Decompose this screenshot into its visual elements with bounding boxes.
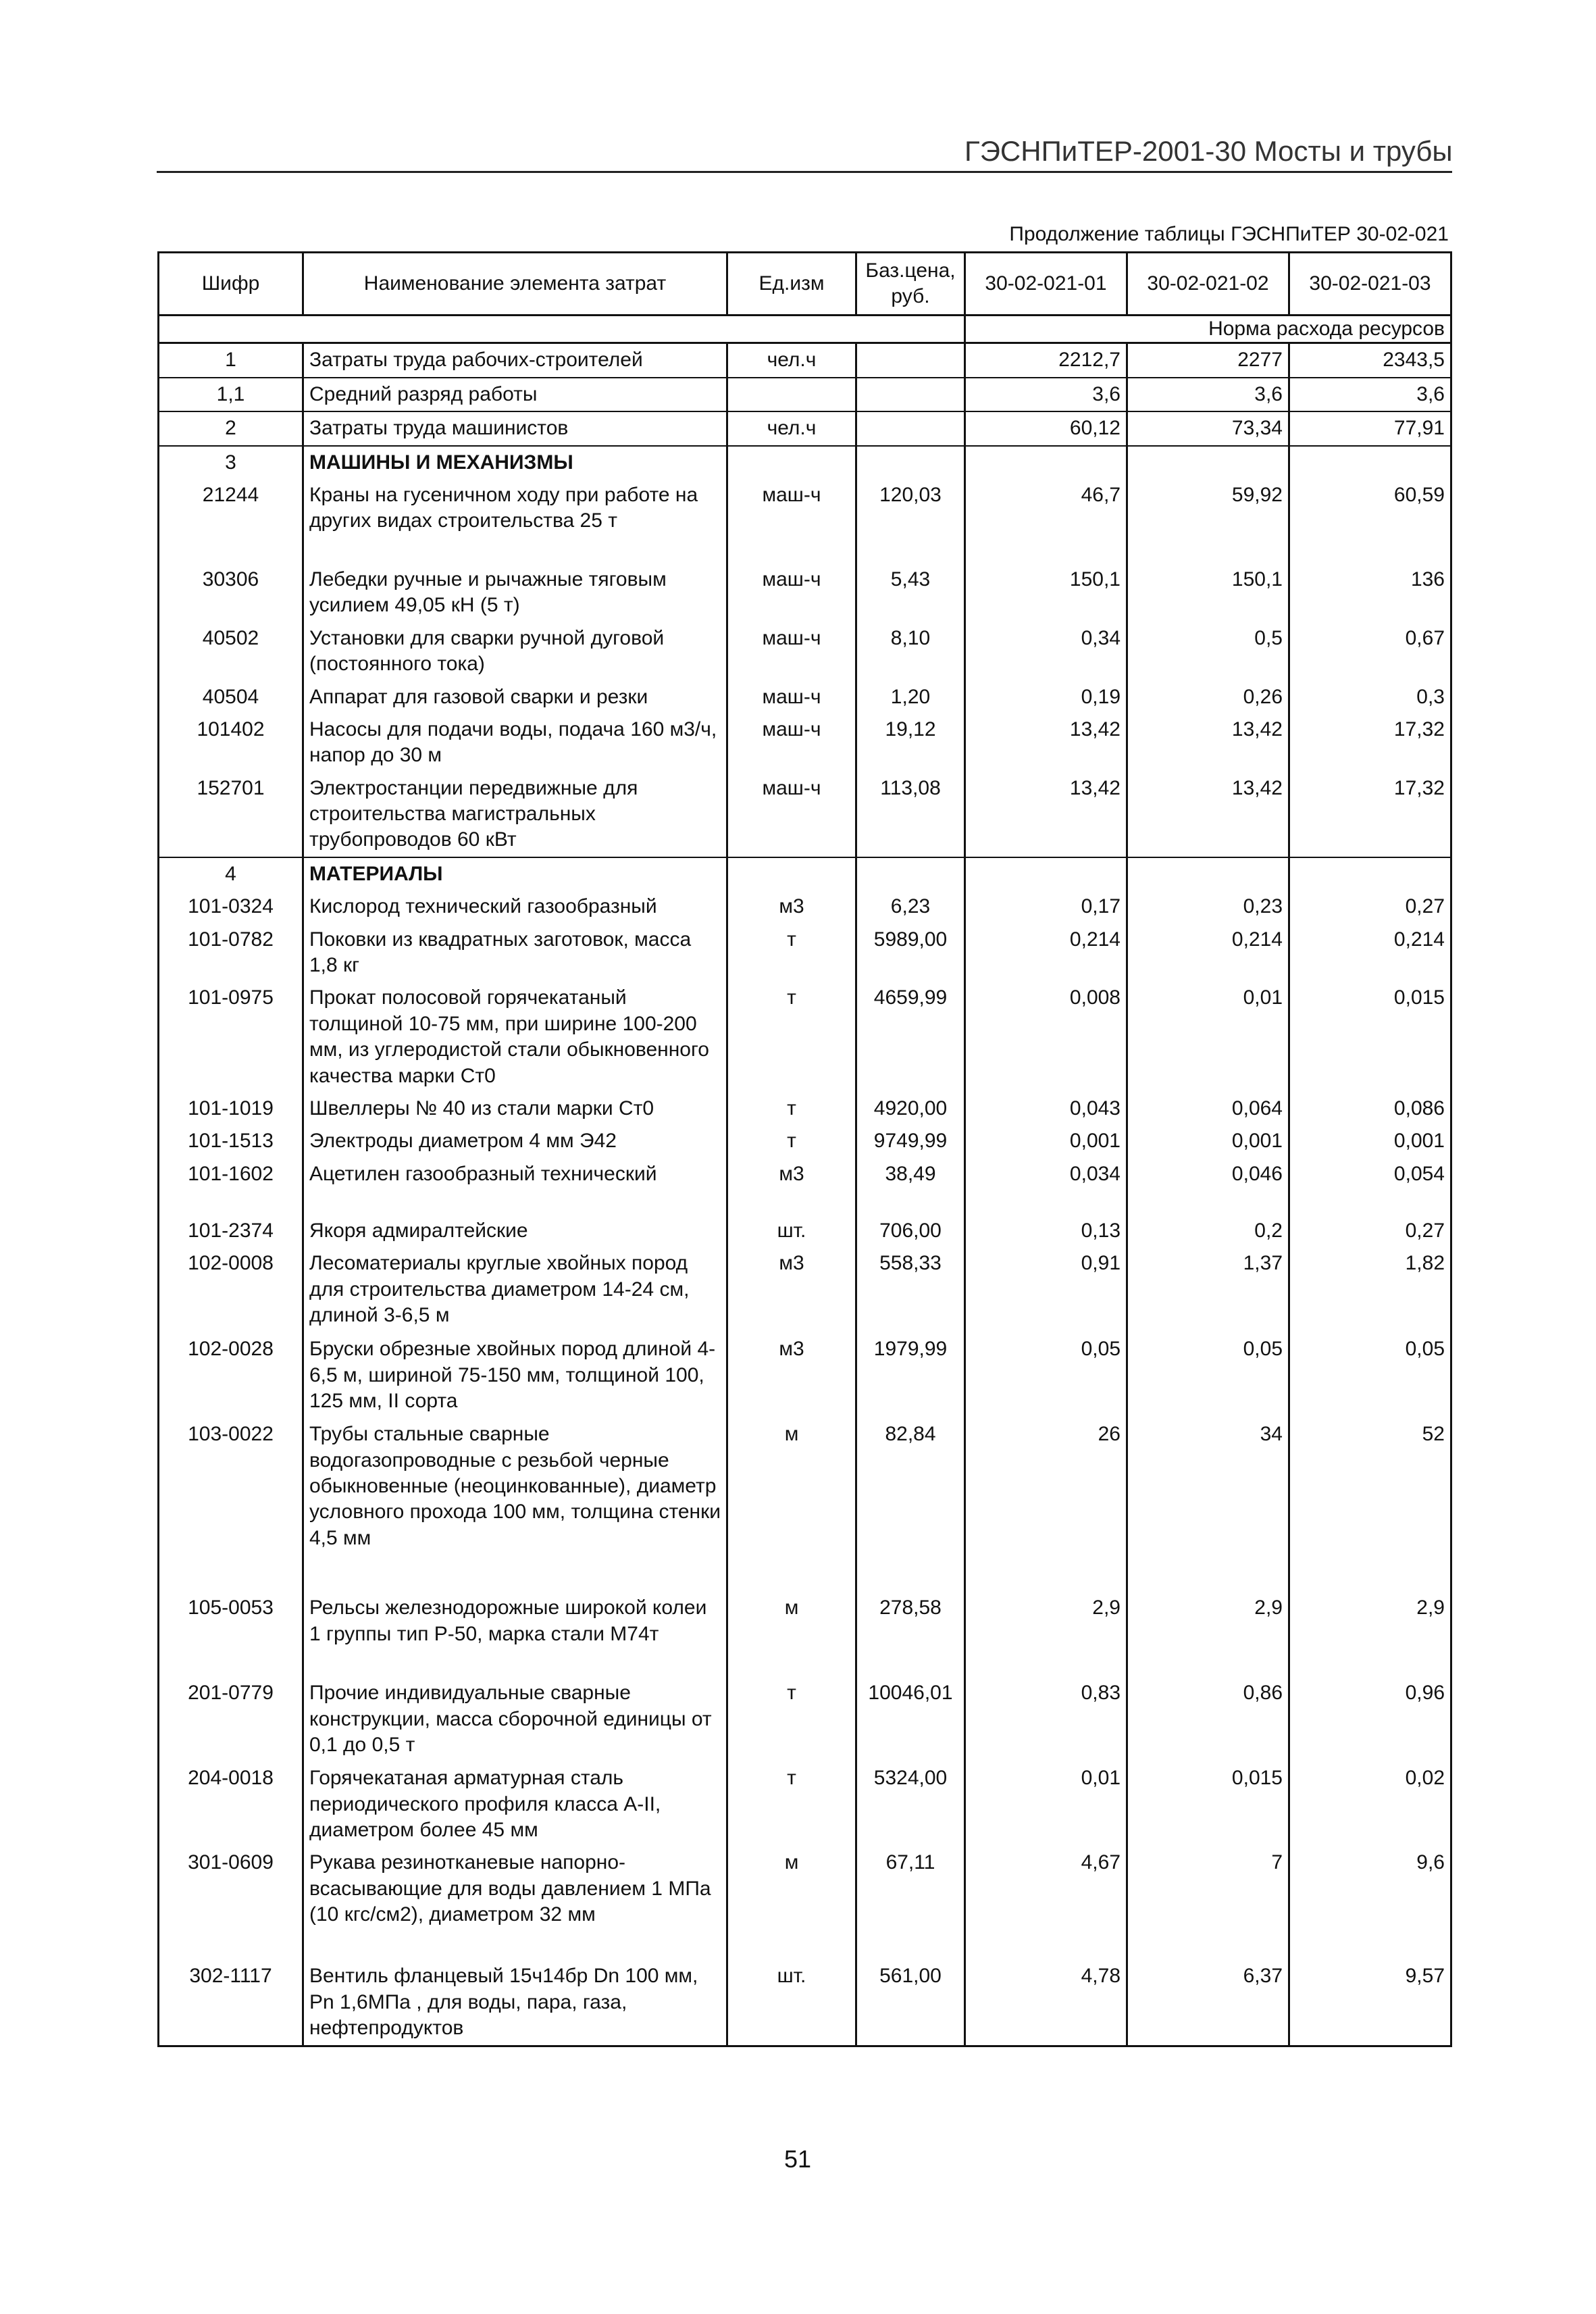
cell-value-30-02-021-03: 0,67 bbox=[1289, 622, 1451, 681]
cell-price: 67,11 bbox=[856, 1846, 965, 1960]
cell-value-30-02-021-01: 46,7 bbox=[965, 479, 1127, 563]
cell-value-30-02-021-02: 0,015 bbox=[1127, 1762, 1289, 1846]
cell-value-30-02-021-01: 0,008 bbox=[965, 982, 1127, 1092]
cell-price: 10046,01 bbox=[856, 1677, 965, 1762]
cell-code: 101-1513 bbox=[159, 1125, 303, 1157]
table-row bbox=[159, 857, 1451, 890]
cell-value-30-02-021-03: 0,015 bbox=[1289, 982, 1451, 1092]
cell-name: Прочие индивидуальные сварные конструкции, масса сборочной единицы от 0,1 до 0,5 т bbox=[303, 1677, 727, 1762]
cell-unit: маш-ч bbox=[727, 681, 856, 713]
cell-value-30-02-021-01: 0,91 bbox=[965, 1247, 1127, 1333]
cell-price bbox=[856, 857, 965, 890]
cell-value-30-02-021-03: 52 bbox=[1289, 1418, 1451, 1592]
cell-code: 4 bbox=[159, 857, 303, 890]
cell-name: Насосы для подачи воды, подача 160 м3/ч, напор до 30 м bbox=[303, 713, 727, 772]
cell-code: 103-0022 bbox=[159, 1418, 303, 1592]
cell-value-30-02-021-02: 0,5 bbox=[1127, 622, 1289, 681]
table-row bbox=[159, 1125, 1451, 1157]
cell-value-30-02-021-02: 0,001 bbox=[1127, 1125, 1289, 1157]
cell-value-30-02-021-01: 4,67 bbox=[965, 1846, 1127, 1960]
cell-name: Электроды диаметром 4 мм Э42 bbox=[303, 1125, 727, 1157]
cell-name: Ацетилен газообразный технический bbox=[303, 1158, 727, 1215]
header-rule bbox=[157, 171, 1452, 173]
cell-price: 4659,99 bbox=[856, 982, 965, 1092]
cell-code: 302-1117 bbox=[159, 1960, 303, 2046]
cell-code: 101402 bbox=[159, 713, 303, 772]
cell-code: 40504 bbox=[159, 681, 303, 713]
cell-price: 5989,00 bbox=[856, 924, 965, 982]
cell-price: 8,10 bbox=[856, 622, 965, 681]
page-header: ГЭСНПиТЕР-2001-30 Мосты и трубы bbox=[964, 135, 1453, 167]
cell-value-30-02-021-01: 60,12 bbox=[965, 411, 1127, 445]
cell-unit: м3 bbox=[727, 890, 856, 923]
cell-price bbox=[856, 343, 965, 378]
cell-code: 1,1 bbox=[159, 378, 303, 411]
cell-unit: м3 bbox=[727, 1247, 856, 1333]
table-row bbox=[159, 1960, 1451, 2046]
table-row bbox=[159, 890, 1451, 923]
table-row bbox=[159, 1333, 1451, 1418]
table-row bbox=[159, 446, 1451, 479]
cell-unit: м bbox=[727, 1592, 856, 1677]
cell-name: Лесоматериалы круглые хвойных пород для строительства диаметром 14-24 см, длиной 3-6,5 м bbox=[303, 1247, 727, 1333]
cell-value-30-02-021-03: 0,086 bbox=[1289, 1092, 1451, 1125]
cell-value-30-02-021-01: 2212,7 bbox=[965, 343, 1127, 378]
cell-value-30-02-021-03: 0,02 bbox=[1289, 1762, 1451, 1846]
table-row bbox=[159, 1215, 1451, 1247]
header-col2: 30-02-021-02 bbox=[1127, 253, 1289, 316]
cell-code: 152701 bbox=[159, 772, 303, 857]
cell-value-30-02-021-02: 0,01 bbox=[1127, 982, 1289, 1092]
cell-price: 9749,99 bbox=[856, 1125, 965, 1157]
cell-value-30-02-021-03: 17,32 bbox=[1289, 772, 1451, 857]
table-continuation-caption: Продолжение таблицы ГЭСНПиТЕР 30-02-021 bbox=[1009, 223, 1449, 245]
cell-value-30-02-021-01 bbox=[965, 857, 1127, 890]
cell-value-30-02-021-02: 1,37 bbox=[1127, 1247, 1289, 1333]
cell-price bbox=[856, 446, 965, 479]
cell-value-30-02-021-02: 13,42 bbox=[1127, 772, 1289, 857]
cell-value-30-02-021-02: 0,86 bbox=[1127, 1677, 1289, 1762]
cell-name: Прокат полосовой горячекатаный толщиной 10-75 мм, при ширине 100-200 мм, из углеродистой стали обыкновенного качества марки Ст0 bbox=[303, 982, 727, 1092]
cell-code: 101-1019 bbox=[159, 1092, 303, 1125]
cell-price: 278,58 bbox=[856, 1592, 965, 1677]
cell-unit: т bbox=[727, 1125, 856, 1157]
cell-name: МАТЕРИАЛЫ bbox=[303, 857, 727, 890]
cell-unit: шт. bbox=[727, 1215, 856, 1247]
cell-name: Установки для сварки ручной дуговой (постоянного тока) bbox=[303, 622, 727, 681]
table-body bbox=[159, 343, 1451, 2046]
cell-unit: маш-ч bbox=[727, 772, 856, 857]
cell-unit: т bbox=[727, 1762, 856, 1846]
cell-price: 1,20 bbox=[856, 681, 965, 713]
cell-value-30-02-021-01: 0,001 bbox=[965, 1125, 1127, 1157]
cell-code: 101-0782 bbox=[159, 924, 303, 982]
cell-value-30-02-021-01: 13,42 bbox=[965, 713, 1127, 772]
cell-price: 4920,00 bbox=[856, 1092, 965, 1125]
cell-name: Якоря адмиралтейские bbox=[303, 1215, 727, 1247]
cell-code: 101-0975 bbox=[159, 982, 303, 1092]
cell-unit: т bbox=[727, 1677, 856, 1762]
cell-unit: т bbox=[727, 982, 856, 1092]
cell-unit: шт. bbox=[727, 1960, 856, 2046]
cell-price: 5324,00 bbox=[856, 1762, 965, 1846]
cell-name: Средний разряд работы bbox=[303, 378, 727, 411]
cell-code: 204-0018 bbox=[159, 1762, 303, 1846]
cell-code: 105-0053 bbox=[159, 1592, 303, 1677]
cell-value-30-02-021-03: 2,9 bbox=[1289, 1592, 1451, 1677]
cell-price bbox=[856, 378, 965, 411]
table-row bbox=[159, 1418, 1451, 1592]
cell-code: 101-1602 bbox=[159, 1158, 303, 1215]
cell-value-30-02-021-03 bbox=[1289, 857, 1451, 890]
cell-value-30-02-021-01: 0,214 bbox=[965, 924, 1127, 982]
cell-value-30-02-021-01: 2,9 bbox=[965, 1592, 1127, 1677]
table-row bbox=[159, 1677, 1451, 1762]
cell-value-30-02-021-02: 0,046 bbox=[1127, 1158, 1289, 1215]
cell-unit: м3 bbox=[727, 1158, 856, 1215]
cell-value-30-02-021-01: 26 bbox=[965, 1418, 1127, 1592]
cell-value-30-02-021-02: 2277 bbox=[1127, 343, 1289, 378]
cell-value-30-02-021-03: 0,054 bbox=[1289, 1158, 1451, 1215]
cell-unit: маш-ч bbox=[727, 713, 856, 772]
cell-name: Поковки из квадратных заготовок, масса 1,8 кг bbox=[303, 924, 727, 982]
table-row bbox=[159, 1846, 1451, 1960]
table-row bbox=[159, 713, 1451, 772]
cell-price: 558,33 bbox=[856, 1247, 965, 1333]
header-col1: 30-02-021-01 bbox=[965, 253, 1127, 316]
cell-value-30-02-021-03: 0,05 bbox=[1289, 1333, 1451, 1418]
cell-name: МАШИНЫ И МЕХАНИЗМЫ bbox=[303, 446, 727, 479]
cell-value-30-02-021-02: 73,34 bbox=[1127, 411, 1289, 445]
cell-value-30-02-021-03: 2343,5 bbox=[1289, 343, 1451, 378]
cell-price: 113,08 bbox=[856, 772, 965, 857]
table-row bbox=[159, 563, 1451, 622]
cell-value-30-02-021-02: 0,064 bbox=[1127, 1092, 1289, 1125]
table-row bbox=[159, 1762, 1451, 1846]
cell-value-30-02-021-01: 13,42 bbox=[965, 772, 1127, 857]
cell-unit: м3 bbox=[727, 1333, 856, 1418]
norma-spacer bbox=[159, 316, 965, 343]
cell-value-30-02-021-03: 9,6 bbox=[1289, 1846, 1451, 1960]
cell-value-30-02-021-03: 0,27 bbox=[1289, 890, 1451, 923]
cell-code: 102-0008 bbox=[159, 1247, 303, 1333]
cell-value-30-02-021-02: 0,05 bbox=[1127, 1333, 1289, 1418]
cell-unit: маш-ч bbox=[727, 563, 856, 622]
table-row bbox=[159, 924, 1451, 982]
cell-name: Затраты труда машинистов bbox=[303, 411, 727, 445]
cell-value-30-02-021-03: 0,001 bbox=[1289, 1125, 1451, 1157]
cell-unit: т bbox=[727, 1092, 856, 1125]
cell-code: 3 bbox=[159, 446, 303, 479]
header-unit: Ед.изм bbox=[727, 253, 856, 316]
cell-code: 2 bbox=[159, 411, 303, 445]
cell-name: Горячекатаная арматурная сталь периодического профиля класса А-II, диаметром более 45 мм bbox=[303, 1762, 727, 1846]
cell-unit bbox=[727, 446, 856, 479]
cell-value-30-02-021-02 bbox=[1127, 446, 1289, 479]
cell-value-30-02-021-02: 34 bbox=[1127, 1418, 1289, 1592]
table-row bbox=[159, 772, 1451, 857]
cell-value-30-02-021-02: 3,6 bbox=[1127, 378, 1289, 411]
cell-value-30-02-021-03: 136 bbox=[1289, 563, 1451, 622]
header-price: Баз.цена, руб. bbox=[856, 253, 965, 316]
cell-price: 19,12 bbox=[856, 713, 965, 772]
cell-price: 1979,99 bbox=[856, 1333, 965, 1418]
cell-code: 21244 bbox=[159, 479, 303, 563]
cell-name: Краны на гусеничном ходу при работе на других видах строительства 25 т bbox=[303, 479, 727, 563]
resource-norms-table bbox=[157, 251, 1452, 2047]
cell-unit: маш-ч bbox=[727, 622, 856, 681]
cell-value-30-02-021-03: 60,59 bbox=[1289, 479, 1451, 563]
table-row bbox=[159, 1158, 1451, 1215]
cell-name: Кислород технический газообразный bbox=[303, 890, 727, 923]
cell-value-30-02-021-01: 0,17 bbox=[965, 890, 1127, 923]
cell-value-30-02-021-01: 0,34 bbox=[965, 622, 1127, 681]
cell-unit: м bbox=[727, 1846, 856, 1960]
cell-name: Лебедки ручные и рычажные тяговым усилием 49,05 кН (5 т) bbox=[303, 563, 727, 622]
table-row bbox=[159, 1592, 1451, 1677]
cell-value-30-02-021-03: 3,6 bbox=[1289, 378, 1451, 411]
table-row bbox=[159, 982, 1451, 1092]
cell-value-30-02-021-02: 150,1 bbox=[1127, 563, 1289, 622]
cell-value-30-02-021-01: 0,05 bbox=[965, 1333, 1127, 1418]
cell-value-30-02-021-02: 0,214 bbox=[1127, 924, 1289, 982]
cell-value-30-02-021-03: 17,32 bbox=[1289, 713, 1451, 772]
cell-value-30-02-021-01: 0,13 bbox=[965, 1215, 1127, 1247]
cell-name: Трубы стальные сварные водогазопроводные с резьбой черные обыкновенные (неоцинкованные), диаметр условного прохода 100 мм, толщина стенки 4,5 мм bbox=[303, 1418, 727, 1592]
cell-value-30-02-021-02: 6,37 bbox=[1127, 1960, 1289, 2046]
cell-name: Бруски обрезные хвойных пород длиной 4-6,5 м, шириной 75-150 мм, толщиной 100, 125 мм, II сорта bbox=[303, 1333, 727, 1418]
cell-code: 30306 bbox=[159, 563, 303, 622]
cell-name: Электростанции передвижные для строительства магистральных трубопроводов 60 кВт bbox=[303, 772, 727, 857]
cell-unit: чел.ч bbox=[727, 343, 856, 378]
cell-price bbox=[856, 411, 965, 445]
cell-unit bbox=[727, 378, 856, 411]
cell-value-30-02-021-02: 2,9 bbox=[1127, 1592, 1289, 1677]
cell-code: 201-0779 bbox=[159, 1677, 303, 1762]
header-name: Наименование элемента затрат bbox=[303, 253, 727, 316]
cell-value-30-02-021-03: 0,27 bbox=[1289, 1215, 1451, 1247]
header-col3: 30-02-021-03 bbox=[1289, 253, 1451, 316]
cell-price: 5,43 bbox=[856, 563, 965, 622]
cell-value-30-02-021-02: 13,42 bbox=[1127, 713, 1289, 772]
cell-name: Вентиль фланцевый 15ч14бр Dn 100 мм, Pn 1,6МПа , для воды, пара, газа, нефтепродуктов bbox=[303, 1960, 727, 2046]
cell-price: 6,23 bbox=[856, 890, 965, 923]
table-row bbox=[159, 681, 1451, 713]
cell-price: 706,00 bbox=[856, 1215, 965, 1247]
cell-unit: т bbox=[727, 924, 856, 982]
cell-code: 301-0609 bbox=[159, 1846, 303, 1960]
cell-name: Рельсы железнодорожные широкой колеи 1 группы тип Р-50, марка стали М74т bbox=[303, 1592, 727, 1677]
cell-code: 101-2374 bbox=[159, 1215, 303, 1247]
table-row bbox=[159, 343, 1451, 378]
table-row bbox=[159, 479, 1451, 563]
cell-price: 120,03 bbox=[856, 479, 965, 563]
cell-value-30-02-021-03: 77,91 bbox=[1289, 411, 1451, 445]
cell-unit bbox=[727, 857, 856, 890]
table-row bbox=[159, 622, 1451, 681]
cell-value-30-02-021-01: 0,19 bbox=[965, 681, 1127, 713]
cell-name: Швеллеры № 40 из стали марки Ст0 bbox=[303, 1092, 727, 1125]
cell-value-30-02-021-02: 7 bbox=[1127, 1846, 1289, 1960]
table-row bbox=[159, 378, 1451, 411]
cell-value-30-02-021-01: 0,01 bbox=[965, 1762, 1127, 1846]
cell-unit: маш-ч bbox=[727, 479, 856, 563]
header-code: Шифр bbox=[159, 253, 303, 316]
cell-value-30-02-021-03: 9,57 bbox=[1289, 1960, 1451, 2046]
cell-value-30-02-021-01: 0,034 bbox=[965, 1158, 1127, 1215]
cell-name: Аппарат для газовой сварки и резки bbox=[303, 681, 727, 713]
table-row bbox=[159, 1092, 1451, 1125]
table-row bbox=[159, 411, 1451, 445]
table-header-row bbox=[159, 253, 1451, 316]
cell-value-30-02-021-01: 0,83 bbox=[965, 1677, 1127, 1762]
cell-name: Затраты труда рабочих-строителей bbox=[303, 343, 727, 378]
cell-value-30-02-021-03: 0,214 bbox=[1289, 924, 1451, 982]
cell-value-30-02-021-01 bbox=[965, 446, 1127, 479]
cell-value-30-02-021-03: 1,82 bbox=[1289, 1247, 1451, 1333]
cell-value-30-02-021-02: 0,2 bbox=[1127, 1215, 1289, 1247]
cell-unit: чел.ч bbox=[727, 411, 856, 445]
norma-row bbox=[159, 316, 1451, 343]
cell-value-30-02-021-02 bbox=[1127, 857, 1289, 890]
page-number: 51 bbox=[783, 2145, 812, 2173]
cell-value-30-02-021-01: 0,043 bbox=[965, 1092, 1127, 1125]
cell-price: 82,84 bbox=[856, 1418, 965, 1592]
cell-value-30-02-021-01: 3,6 bbox=[965, 378, 1127, 411]
cell-price: 38,49 bbox=[856, 1158, 965, 1215]
cell-code: 40502 bbox=[159, 622, 303, 681]
cell-value-30-02-021-01: 150,1 bbox=[965, 563, 1127, 622]
cell-code: 102-0028 bbox=[159, 1333, 303, 1418]
cell-value-30-02-021-03: 0,96 bbox=[1289, 1677, 1451, 1762]
cell-name: Рукава резинотканевые напорно-всасывающие для воды давлением 1 МПа (10 кгс/см2), диаметром 32 мм bbox=[303, 1846, 727, 1960]
cell-unit: м bbox=[727, 1418, 856, 1592]
cell-price: 561,00 bbox=[856, 1960, 965, 2046]
cell-code: 101-0324 bbox=[159, 890, 303, 923]
cell-value-30-02-021-02: 0,23 bbox=[1127, 890, 1289, 923]
norma-label: Норма расхода ресурсов bbox=[965, 316, 1451, 343]
cell-value-30-02-021-03 bbox=[1289, 446, 1451, 479]
table-row bbox=[159, 1247, 1451, 1333]
cell-value-30-02-021-01: 4,78 bbox=[965, 1960, 1127, 2046]
cell-value-30-02-021-03: 0,3 bbox=[1289, 681, 1451, 713]
cell-value-30-02-021-02: 59,92 bbox=[1127, 479, 1289, 563]
cell-code: 1 bbox=[159, 343, 303, 378]
cell-value-30-02-021-02: 0,26 bbox=[1127, 681, 1289, 713]
